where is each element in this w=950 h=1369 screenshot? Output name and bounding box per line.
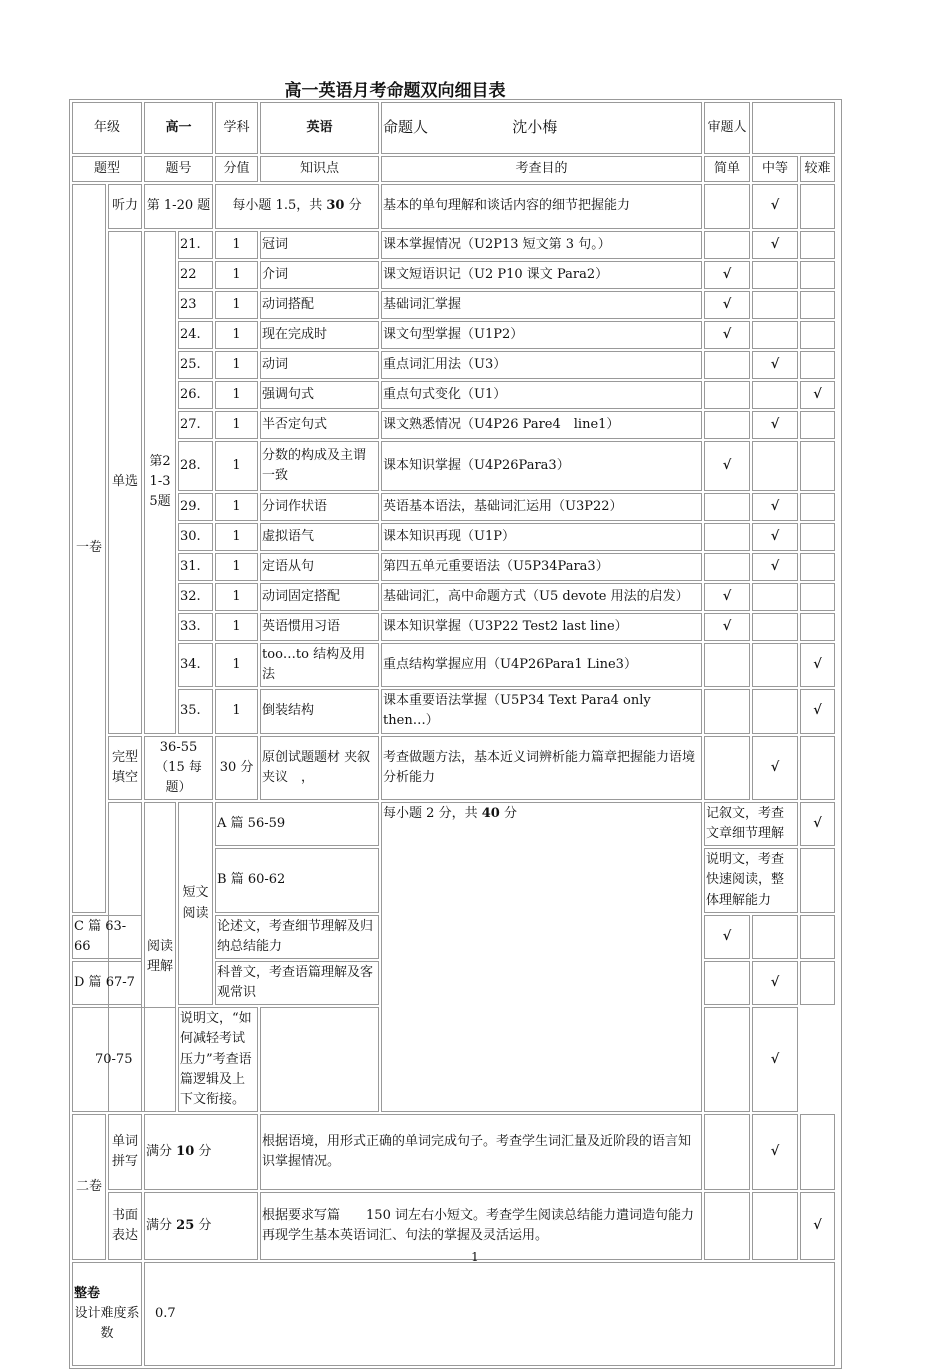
question-knowledge: 动词固定搭配 bbox=[260, 583, 379, 611]
question-hard: √ bbox=[800, 381, 835, 409]
grade-value: 高一 bbox=[144, 102, 213, 154]
single-choice-type: 单选 bbox=[108, 231, 142, 734]
question-score: 1 bbox=[215, 381, 258, 409]
volume1-label: 一卷 bbox=[72, 184, 106, 913]
reviewer-value bbox=[752, 102, 835, 154]
table-row bbox=[72, 553, 839, 581]
question-number: 34. bbox=[178, 643, 213, 687]
question-score: 1 bbox=[215, 689, 258, 733]
volume2-label: 二卷 bbox=[72, 1114, 106, 1260]
question-knowledge: 动词搭配 bbox=[260, 291, 379, 319]
reading-subtype: 短文阅读 bbox=[178, 802, 213, 1005]
author-value: 沈小梅 bbox=[512, 118, 558, 137]
question-hard bbox=[800, 291, 835, 319]
cloze-knowledge: 原创试题题材 夹叙夹议 ， bbox=[260, 736, 379, 800]
listening-type: 听力 bbox=[108, 184, 142, 229]
writing-score: 满分 25 分 bbox=[144, 1192, 258, 1260]
question-easy bbox=[704, 381, 750, 409]
question-easy bbox=[704, 493, 750, 521]
question-knowledge: 强调句式 bbox=[260, 381, 379, 409]
question-number: 35. bbox=[178, 689, 213, 733]
question-medium: √ bbox=[752, 553, 798, 581]
question-number: 29. bbox=[178, 493, 213, 521]
question-purpose: 基础词汇掌握 bbox=[381, 291, 702, 319]
question-medium bbox=[752, 613, 798, 641]
question-easy bbox=[704, 231, 750, 259]
single-choice-range: 第21-35题 bbox=[144, 231, 176, 734]
question-score: 1 bbox=[215, 231, 258, 259]
question-medium: √ bbox=[752, 493, 798, 521]
question-number: 24. bbox=[178, 321, 213, 349]
question-number: 22 bbox=[178, 261, 213, 289]
table-row bbox=[72, 583, 839, 611]
table-row bbox=[72, 689, 839, 733]
reading-easy bbox=[704, 961, 750, 1005]
question-number: 33. bbox=[178, 613, 213, 641]
question-purpose: 重点结构掌握应用（U4P26Para1 Line3） bbox=[381, 643, 702, 687]
question-medium: √ bbox=[752, 231, 798, 259]
question-easy: √ bbox=[704, 291, 750, 319]
question-easy bbox=[704, 689, 750, 733]
question-score: 1 bbox=[215, 493, 258, 521]
question-purpose: 课本掌握情况（U2P13 短文第 3 句。） bbox=[381, 231, 702, 259]
reading-number: 70-75 bbox=[72, 1007, 176, 1112]
cloze-medium: √ bbox=[752, 736, 798, 800]
reading-purpose: 说明文，“如何减轻考试压力”考查语篇逻辑及上下文衔接。 bbox=[178, 1007, 258, 1112]
question-purpose: 重点句式变化（U1） bbox=[381, 381, 702, 409]
question-purpose: 课文熟悉情况（U4P26 Pare4 line1） bbox=[381, 411, 702, 439]
col-score: 分值 bbox=[215, 156, 258, 182]
listening-easy bbox=[704, 184, 750, 229]
header-row bbox=[72, 102, 839, 154]
author-cell bbox=[381, 102, 702, 154]
subject-value: 英语 bbox=[260, 102, 379, 154]
question-easy bbox=[704, 553, 750, 581]
cloze-hard bbox=[800, 736, 835, 800]
question-purpose: 课文句型掌握（U1P2） bbox=[381, 321, 702, 349]
listening-number: 第 1-20 题 bbox=[144, 184, 213, 229]
question-purpose: 英语基本语法，基础词汇运用（U3P22） bbox=[381, 493, 702, 521]
question-easy: √ bbox=[704, 441, 750, 491]
reading-number: B 篇 60-62 bbox=[215, 848, 379, 912]
question-easy bbox=[704, 523, 750, 551]
question-medium bbox=[752, 643, 798, 687]
reading-hard: √ bbox=[752, 1007, 798, 1112]
reading-medium bbox=[752, 915, 798, 959]
question-score: 1 bbox=[215, 261, 258, 289]
writing-hard: √ bbox=[800, 1192, 835, 1260]
grade-label: 年级 bbox=[72, 102, 142, 154]
difficulty-label-text: 设计难度系数 bbox=[74, 1305, 140, 1342]
question-purpose: 重点词汇用法（U3） bbox=[381, 351, 702, 379]
question-number: 26. bbox=[178, 381, 213, 409]
cloze-number-range: 36-55 bbox=[159, 739, 198, 755]
cloze-number-note: （15 每题） bbox=[155, 759, 202, 795]
question-score: 1 bbox=[215, 351, 258, 379]
question-easy: √ bbox=[704, 261, 750, 289]
question-number: 25. bbox=[178, 351, 213, 379]
question-number: 27. bbox=[178, 411, 213, 439]
question-easy: √ bbox=[704, 321, 750, 349]
spelling-purpose: 根据语境，用形式正确的单词完成句子。考查学生词汇量及近阶段的语言知识掌握情况。 bbox=[260, 1114, 702, 1190]
table-row bbox=[72, 802, 839, 846]
reading-type: 阅读理解 bbox=[144, 802, 176, 1112]
question-purpose: 基础词汇，高中命题方式（U5 devote 用法的启发） bbox=[381, 583, 702, 611]
author-label: 命题人 bbox=[383, 118, 429, 137]
spelling-row bbox=[72, 1114, 839, 1190]
listening-row bbox=[72, 184, 839, 229]
question-easy bbox=[704, 351, 750, 379]
cloze-type: 完型填空 bbox=[108, 736, 142, 800]
question-knowledge: 半否定句式 bbox=[260, 411, 379, 439]
question-score: 1 bbox=[215, 411, 258, 439]
col-number: 题号 bbox=[144, 156, 213, 182]
spec-table bbox=[69, 99, 842, 1369]
question-medium bbox=[752, 689, 798, 733]
reading-easy bbox=[260, 1007, 379, 1112]
table-row bbox=[72, 523, 839, 551]
reading-number: A 篇 56-59 bbox=[215, 802, 379, 846]
question-easy bbox=[704, 411, 750, 439]
question-score: 1 bbox=[215, 441, 258, 491]
reading-purpose: 说明文，考查快速阅读，整体理解能力 bbox=[704, 848, 798, 912]
subject-label: 学科 bbox=[215, 102, 258, 154]
cloze-number bbox=[144, 736, 213, 800]
question-number: 21. bbox=[178, 231, 213, 259]
reading-number: D 篇 67-7 bbox=[72, 961, 142, 1005]
cloze-row bbox=[72, 736, 839, 800]
spelling-easy bbox=[704, 1114, 750, 1190]
table-row bbox=[72, 411, 839, 439]
table-row bbox=[72, 291, 839, 319]
question-knowledge: 虚拟语气 bbox=[260, 523, 379, 551]
table-row bbox=[72, 231, 839, 259]
column-header-row bbox=[72, 156, 839, 182]
question-hard bbox=[800, 261, 835, 289]
reading-number: C 篇 63-66 bbox=[72, 915, 142, 959]
question-hard bbox=[800, 493, 835, 521]
difficulty-value: 0.7 bbox=[144, 1262, 835, 1366]
reading-easy: √ bbox=[800, 802, 835, 846]
question-hard bbox=[800, 231, 835, 259]
question-medium bbox=[752, 261, 798, 289]
table-row bbox=[72, 613, 839, 641]
reviewer-label: 审题人 bbox=[704, 102, 750, 154]
question-medium: √ bbox=[752, 411, 798, 439]
page-number: 1 bbox=[471, 1250, 479, 1264]
question-purpose: 课本知识再现（U1P） bbox=[381, 523, 702, 551]
question-hard bbox=[800, 613, 835, 641]
question-purpose: 第四五单元重要语法（U5P34Para3） bbox=[381, 553, 702, 581]
reading-easy bbox=[800, 848, 835, 912]
spelling-hard bbox=[800, 1114, 835, 1190]
question-hard bbox=[800, 411, 835, 439]
question-hard bbox=[800, 441, 835, 491]
col-hard: 较难 bbox=[800, 156, 835, 182]
footer-row bbox=[72, 1262, 839, 1366]
question-purpose: 课文短语识记（U2 P10 课文 Para2） bbox=[381, 261, 702, 289]
difficulty-label-bold: 整卷 bbox=[74, 1285, 101, 1301]
table-row bbox=[72, 261, 839, 289]
question-medium: √ bbox=[752, 523, 798, 551]
question-easy: √ bbox=[704, 583, 750, 611]
question-medium bbox=[752, 291, 798, 319]
col-knowledge: 知识点 bbox=[260, 156, 379, 182]
spelling-medium: √ bbox=[752, 1114, 798, 1190]
col-medium: 中等 bbox=[752, 156, 798, 182]
question-score: 1 bbox=[215, 291, 258, 319]
question-easy: √ bbox=[704, 613, 750, 641]
writing-purpose: 根据要求写篇 150 词左右小短文。考查学生阅读总结能力遣词造句能力再现学生基本英语词汇、句法的掌握及灵活运用。 bbox=[260, 1192, 702, 1260]
spelling-type: 单词拼写 bbox=[108, 1114, 142, 1190]
table-row bbox=[72, 321, 839, 349]
difficulty-label bbox=[72, 1262, 142, 1366]
question-hard bbox=[800, 583, 835, 611]
question-hard: √ bbox=[800, 643, 835, 687]
question-number: 32. bbox=[178, 583, 213, 611]
col-purpose: 考查目的 bbox=[381, 156, 702, 182]
question-hard bbox=[800, 523, 835, 551]
cloze-score: 30 分 bbox=[215, 736, 258, 800]
cloze-purpose: 考查做题方法，基本近义词辨析能力篇章把握能力语境分析能力 bbox=[381, 736, 702, 800]
question-knowledge: too…to 结构及用法 bbox=[260, 643, 379, 687]
question-number: 28. bbox=[178, 441, 213, 491]
listening-purpose: 基本的单句理解和谈话内容的细节把握能力 bbox=[381, 184, 702, 229]
question-score: 1 bbox=[215, 553, 258, 581]
question-knowledge: 现在完成时 bbox=[260, 321, 379, 349]
reading-hard bbox=[800, 961, 835, 1005]
question-medium bbox=[752, 441, 798, 491]
table-row bbox=[72, 351, 839, 379]
question-medium: √ bbox=[752, 351, 798, 379]
col-type: 题型 bbox=[72, 156, 142, 182]
reading-purpose: 科普文，考查语篇理解及客观常识 bbox=[215, 961, 379, 1005]
table-row bbox=[72, 381, 839, 409]
reading-purpose: 论述文，考查细节理解及归纳总结能力 bbox=[215, 915, 379, 959]
question-easy bbox=[704, 643, 750, 687]
reading-medium bbox=[704, 1007, 750, 1112]
question-purpose: 课本重要语法掌握（U5P34 Text Para4 only then…） bbox=[381, 689, 702, 733]
question-knowledge: 定语从句 bbox=[260, 553, 379, 581]
listening-score: 每小题 1.5，共 30 分 bbox=[215, 184, 379, 229]
question-score: 1 bbox=[215, 321, 258, 349]
question-medium bbox=[752, 321, 798, 349]
question-knowledge: 介词 bbox=[260, 261, 379, 289]
question-knowledge: 冠词 bbox=[260, 231, 379, 259]
question-hard bbox=[800, 321, 835, 349]
question-knowledge: 分数的构成及主谓一致 bbox=[260, 441, 379, 491]
question-score: 1 bbox=[215, 523, 258, 551]
question-hard: √ bbox=[800, 689, 835, 733]
cloze-easy bbox=[704, 736, 750, 800]
question-score: 1 bbox=[215, 643, 258, 687]
reading-hard bbox=[800, 915, 835, 959]
question-number: 23 bbox=[178, 291, 213, 319]
question-number: 30. bbox=[178, 523, 213, 551]
question-score: 1 bbox=[215, 613, 258, 641]
question-knowledge: 动词 bbox=[260, 351, 379, 379]
page-title: 高一英语月考命题双向细目表 bbox=[284, 81, 506, 101]
table-row bbox=[72, 643, 839, 687]
col-easy: 简单 bbox=[704, 156, 750, 182]
question-score: 1 bbox=[215, 583, 258, 611]
question-knowledge: 分词作状语 bbox=[260, 493, 379, 521]
reading-easy: √ bbox=[704, 915, 750, 959]
question-purpose: 课本知识掌握（U4P26Para3） bbox=[381, 441, 702, 491]
question-purpose: 课本知识掌握（U3P22 Test2 last line） bbox=[381, 613, 702, 641]
question-hard bbox=[800, 553, 835, 581]
listening-hard bbox=[800, 184, 835, 229]
question-medium bbox=[752, 381, 798, 409]
question-medium bbox=[752, 583, 798, 611]
reading-purpose: 记叙文，考查文章细节理解 bbox=[704, 802, 798, 846]
question-number: 31. bbox=[178, 553, 213, 581]
question-knowledge: 英语惯用习语 bbox=[260, 613, 379, 641]
writing-type: 书面表达 bbox=[108, 1192, 142, 1260]
listening-medium: √ bbox=[752, 184, 798, 229]
spelling-score: 满分 10 分 bbox=[144, 1114, 258, 1190]
question-knowledge: 倒装结构 bbox=[260, 689, 379, 733]
table-row bbox=[72, 441, 839, 491]
question-hard bbox=[800, 351, 835, 379]
reading-medium: √ bbox=[752, 961, 798, 1005]
table-row bbox=[72, 493, 839, 521]
reading-score: 每小题 2 分，共 40 分 bbox=[381, 802, 702, 1112]
